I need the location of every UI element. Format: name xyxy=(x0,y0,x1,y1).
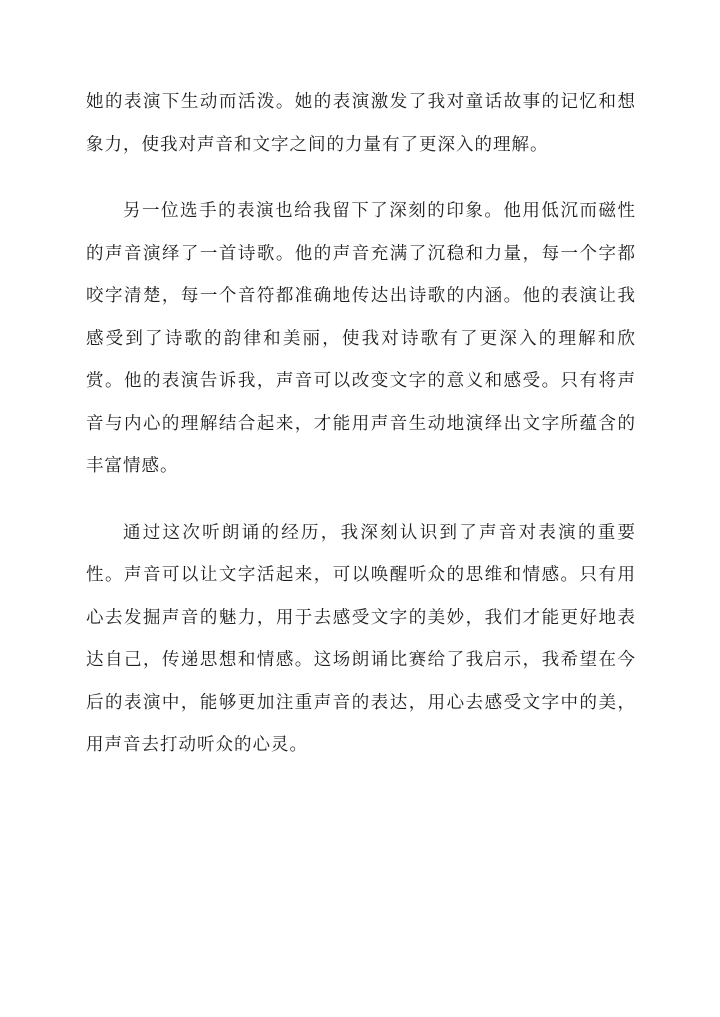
document-body xyxy=(86,81,636,791)
paragraph-continuation: 她的表演下生动而活泼。她的表演激发了我对童话故事的记忆和想象力，使我对声音和文字之间的力量有了更深入的理解。 xyxy=(86,92,636,155)
paragraph-second-contestant: 另一位选手的表演也给我留下了深刻的印象。他用低沉而磁性的声音演绎了一首诗歌。他的声音充满了沉稳和力量，每一个字都咬字清楚，每一个音符都准确地传达出诗歌的内涵。他的表演让我感受到了诗歌的韵律和美丽，使我对诗歌有了更深入的理解和欣赏。他的表演告诉我，声音可以改变文字的意义和感受。只有将声音与内心的理解结合起来，才能用声音生动地演绎出文字所蕴含的丰富情感。 xyxy=(86,201,636,476)
paragraph-conclusion: 通过这次听朗诵的经历，我深刻认识到了声音对表演的重要性。声音可以让文字活起来，可以唤醒听众的思维和情感。只有用心去发掘声音的魅力，用于去感受文字的美妙，我们才能更好地表达自己，传递思想和情感。这场朗诵比赛给了我启示，我希望在今后的表演中，能够更加注重声音的表达，用心去感受文字中的美，用声音去打动听众的心灵。 xyxy=(86,522,636,755)
